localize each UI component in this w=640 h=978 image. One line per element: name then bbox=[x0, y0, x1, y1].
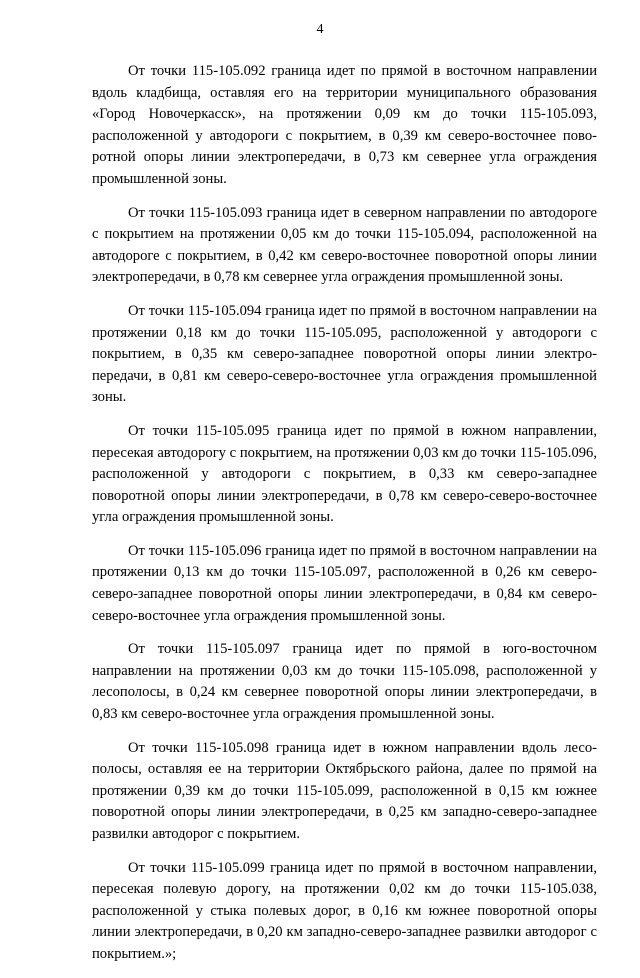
paragraph: От точки 115-105.092 граница идет по прямой в восточном направлении вдоль кладбища, оставляя его на территории муниципального образования «Город Новочеркасск», на протяжении 0,09 км до точки 115-105.093, расположенной у автодороги с покрытием, в 0,39 км северо-восточнее поворотной опоры линии электропередачи, в 0,73 км севернее угла ограждения промышленной зоны. bbox=[92, 63, 597, 187]
paragraph: От точки 115-105.096 граница идет по прямой в восточном направлении на протяжении 0,13 км до точки 115-105.097, расположенной в 0,26 км северо-северо-западнее поворотной опоры линии электропередачи, в 0,84 км северо-северо-восточнее угла ограждения промышленной зоны. bbox=[92, 542, 597, 624]
paragraph: От точки 115-105.093 граница идет в северном направлении по автодороге с покрытием на протяжении 0,05 км до точки 115-105.094, расположенной на автодороге с покрытием, в 0,42 км северо-восточнее поворотной опоры линии электропередачи, в 0,78 км севернее угла ограждения промышленной зоны. bbox=[92, 204, 597, 286]
paragraph: От точки 115-105.095 граница идет по прямой в южном направлении, пересекая автодорогу с покрытием, на протяжении 0,03 км до точки 115-105.096, расположенной у автодороги с покрытием, в 0,33 км северо-западнее поворотной опоры линии электропередачи, в 0,78 км северо-северо-восточнее угла ограждения промышленной зоны. bbox=[92, 422, 597, 526]
paragraph: От точки 115-105.094 граница идет по прямой в восточном направлении на протяжении 0,18 км до точки 115-105.095, расположенной у автодороги с покрытием, в 0,35 км северо-западнее поворотной опоры линии электропередачи, в 0,81 км северо-северо-восточнее угла ограждения промышленной зоны. bbox=[92, 302, 597, 406]
paragraph: От точки 115-105.098 граница идет в южном направлении вдоль лесополосы, оставляя ее на территории Октябрьского района, далее по прямой на протяжении 0,39 км до точки 115-105.099, расположенной в 0,15 км южнее поворотной опоры линии электропередачи, в 0,25 км западно-северо-западнее развилки автодорог с покрытием. bbox=[92, 739, 597, 842]
document-body bbox=[92, 61, 597, 978]
paragraph: От точки 115-105.099 граница идет по прямой в восточном направлении, пересекая полевую дорогу, на протяжении 0,02 км до точки 115-105.038, расположенной у стыка полевых дорог, в 0,16 км южнее поворотной опоры линии электропередачи, в 0,20 км западно-северо-западнее развилки автодорог с покрытием.»; bbox=[92, 859, 597, 962]
paragraph: От точки 115-105.097 граница идет по прямой в юго-восточном направлении на протяжении 0,03 км до точки 115-105.098, расположенной у лесополосы, в 0,24 км севернее поворотной опоры линии электропередачи, в 0,83 км северо-восточнее угла ограждения промышленной зоны. bbox=[92, 641, 597, 723]
page-number: 4 bbox=[316, 22, 324, 37]
